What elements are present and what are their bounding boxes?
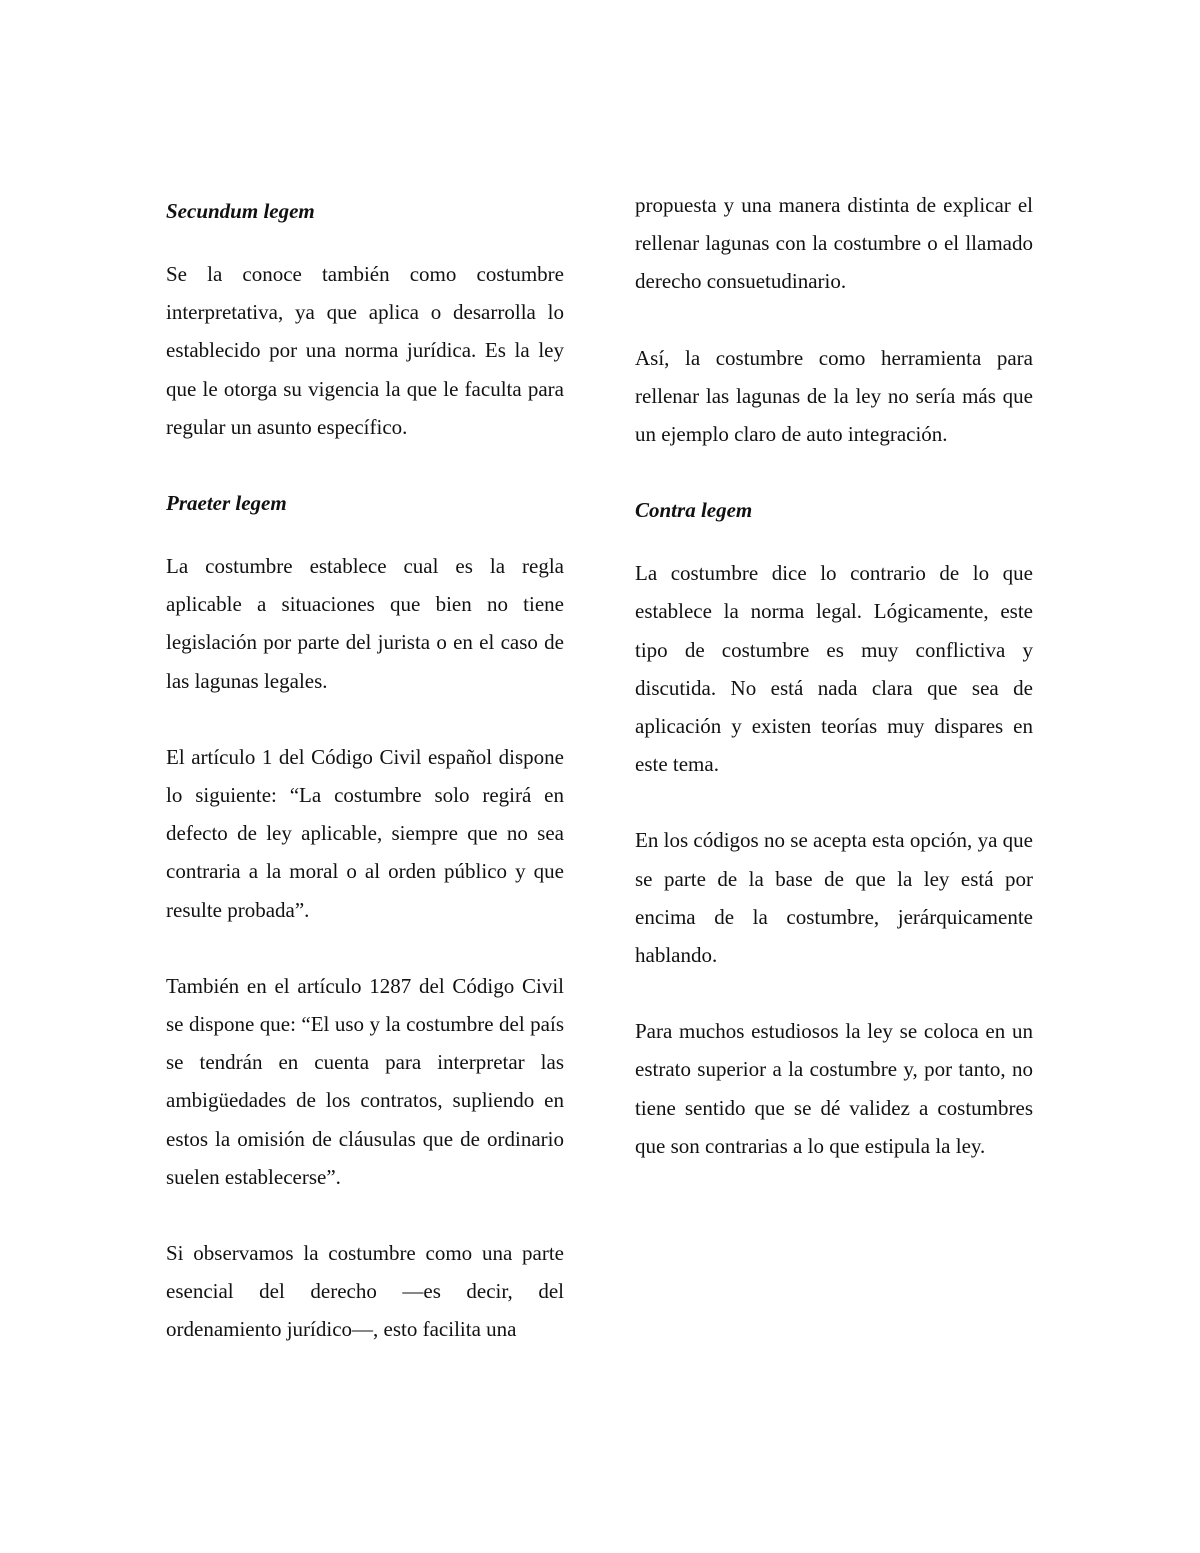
paragraph-contra-legem-2: En los códigos no se acepta esta opción, ya que se parte de la base de que la ley está por encima de la costumbre, jerárquicamente hablando.: [635, 828, 1033, 968]
paragraph-continuation: propuesta y una manera distinta de explicar el rellenar lagunas con la costumbre o el llamado derecho consuetudinario.: [635, 193, 1033, 294]
right-column: [635, 186, 1033, 1165]
paragraph-praeter-legem-1: La costumbre establece cual es la regla aplicable a situaciones que bien no tiene legislación por parte del jurista o en el caso de las lagunas legales.: [166, 554, 564, 693]
paragraph-praeter-legem-4: Si observamos la costumbre como una parte esencial del derecho —es decir, del ordenamiento jurídico—, esto facilita una: [166, 1241, 564, 1342]
paragraph-asi: Así, la costumbre como herramienta para rellenar las lagunas de la ley no sería más que un ejemplo claro de auto integración.: [635, 345, 1033, 447]
left-column: [166, 192, 564, 1349]
paragraph-contra-legem-1: La costumbre dice lo contrario de lo que establece la norma legal. Lógicamente, este tipo de costumbre es muy conflictiva y discutida. No está nada clara que sea de aplicación y existen teorías muy dispares en este tema.: [635, 561, 1033, 777]
paragraph-praeter-legem-3: También en el artículo 1287 del Código Civil se dispone que: “El uso y la costumbre del país se tendrán en cuenta para interpretar las ambigüedades de los contratos, supliendo en estos la omisión de cláusulas que de ordinario suelen establecerse”.: [166, 973, 564, 1189]
paragraph-contra-legem-3: Para muchos estudiosos la ley se coloca en un estrato superior a la costumbre y, por tanto, no tiene sentido que se dé validez a costumbres que son contrarias a lo que estipula la ley.: [635, 1019, 1033, 1158]
paragraph-praeter-legem-2: El artículo 1 del Código Civil español dispone lo siguiente: “La costumbre solo regirá en defecto de ley aplicable, siempre que no sea contraria a la moral o al orden público y que resulte probada”.: [166, 744, 564, 922]
heading-praeter-legem: Praeter legem: [166, 491, 287, 516]
heading-contra-legem: Contra legem: [635, 498, 753, 523]
paragraph-secundum-legem: Se la conoce también como costumbre interpretativa, ya que aplica o desarrolla lo establecido por una norma jurídica. Es la ley que le otorga su vigencia la que le faculta para regular un asunto específico.: [166, 262, 564, 439]
heading-secundum-legem: Secundum legem: [166, 199, 315, 223]
